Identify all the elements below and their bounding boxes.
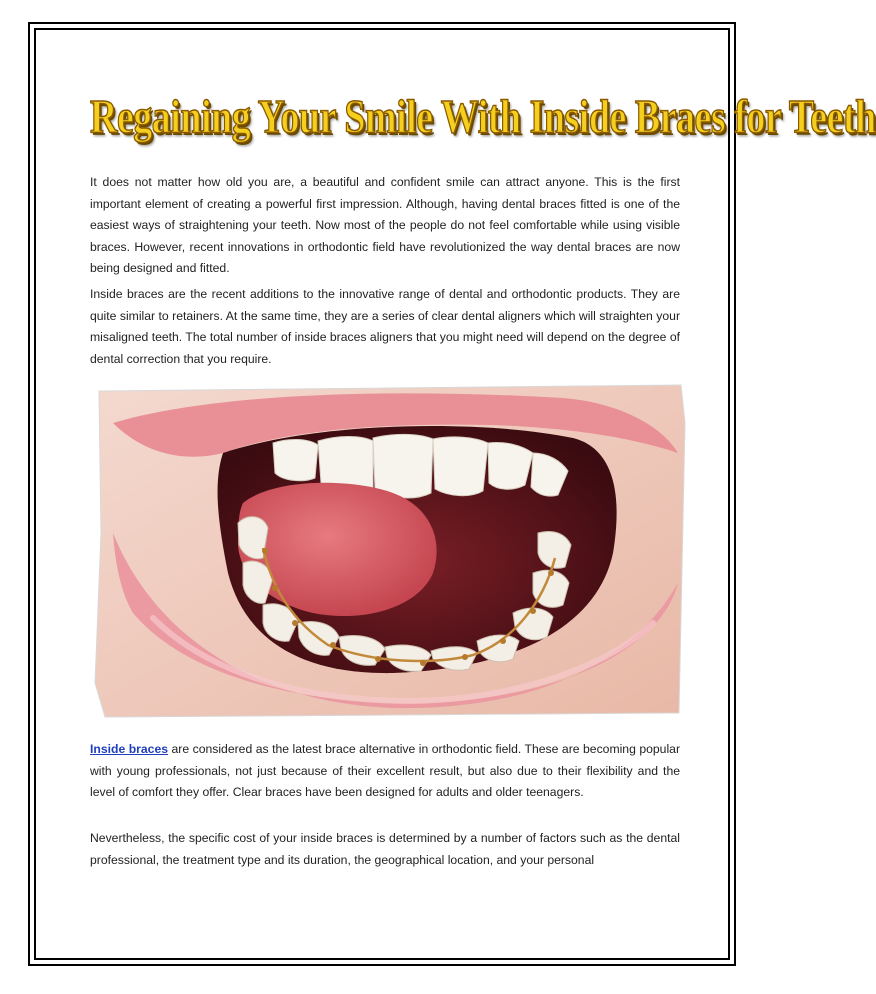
paragraph-intro: It does not matter how old you are, a beautiful and confident smile can attract anyone. This is the first important element of creating a powerful first impression. Although, having dental braces fitted is one of the easiest ways of straightening your teeth. Now most of the people do not feel comfortable while using visible braces. However, recent innovations in orthodontic field have revolutionized the way dental braces are now being designed and fitted. — [90, 175, 680, 275]
paragraph-cost: Nevertheless, the specific cost of your inside braces is determined by a number of factors such as the dental professional, the treatment type and its duration, the geographical location, and your personal — [90, 831, 680, 867]
mouth-photo — [93, 383, 687, 720]
mouth-braces-illustration — [93, 383, 687, 720]
paragraph-3-text: are considered as the latest brace alternative in orthodontic field. These are becoming popular with young professionals, not just because of their excellent result, but also due to their flexibility and the level of comfort they offer. Clear braces have been designed for adults and older teenagers. — [90, 742, 681, 799]
document-title: Regaining Your Smile With Inside Braes for Teeth — [90, 91, 876, 144]
inside-braces-link[interactable]: Inside braces — [90, 742, 169, 756]
paragraph-inside-braces-link — [90, 739, 680, 804]
paragraph-inside-braces: Inside braces are the recent additions to the innovative range of dental and orthodontic products. They are quite similar to retainers. At the same time, they are a series of clear dental aligners which will straighten your misaligned teeth. The total number of inside braces aligners that you might need will depend on the degree of dental correction that you require. — [90, 287, 680, 366]
